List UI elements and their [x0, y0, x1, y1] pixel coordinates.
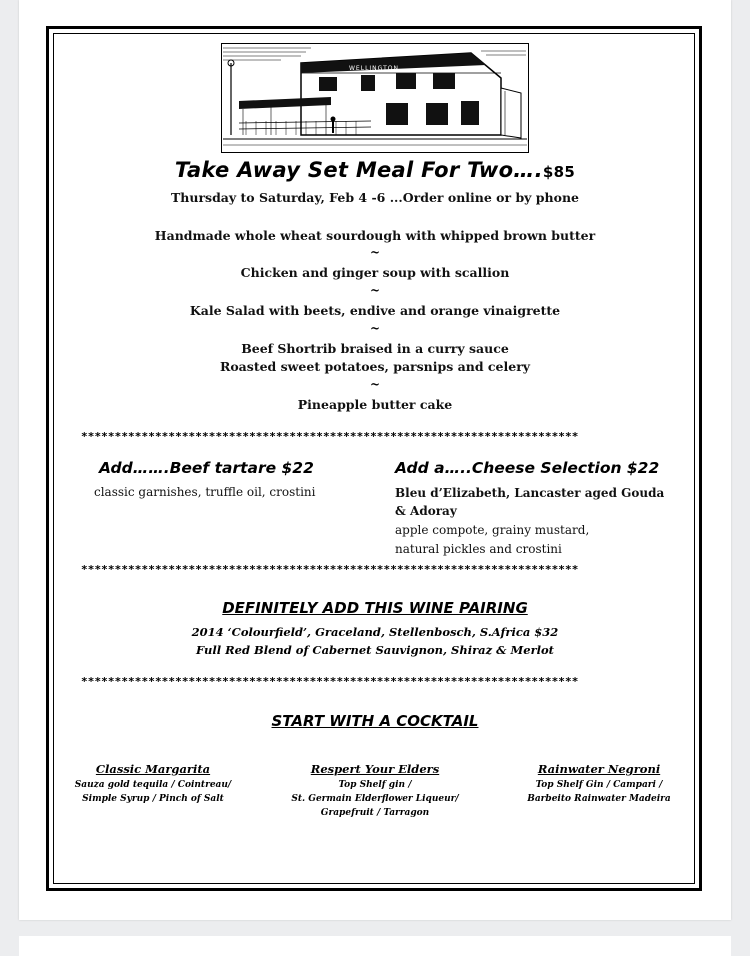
menu-separator: ~ [369, 245, 381, 259]
cocktail-name: Rainwater Negroni [537, 762, 661, 776]
restaurant-building-illustration [221, 43, 529, 153]
menu-item: Beef Shortrib braised in a curry sauce [241, 341, 509, 356]
addon-cheese-heading: Add a…..Cheese Selection $22 [395, 459, 660, 477]
cocktail-ingredients: Top Shelf Gin / Campari / [535, 780, 663, 790]
cocktail-ingredients: Sauza gold tequila / Cointreau/ [74, 780, 232, 790]
cocktail-respect-your-elders [275, 762, 475, 820]
cocktail-heading: START WITH A COCKTAIL [271, 712, 479, 730]
star-divider: ************************************************************************** [81, 430, 579, 443]
title-text: Take Away Set Meal For Two…. [174, 158, 543, 182]
building-sign: WELLINGTON [349, 65, 399, 72]
star-divider: ************************************************************************** [81, 563, 579, 576]
menu-separator: ~ [369, 283, 381, 297]
addon-cheese-desc-1: apple compote, grainy mustard, [395, 523, 590, 537]
menu-page [19, 0, 731, 920]
menu-item: Pineapple butter cake [297, 397, 453, 412]
menu-separator: ~ [369, 321, 381, 335]
menu-separator: ~ [369, 377, 381, 391]
menu-item: Kale Salad with beets, endive and orange vinaigrette [189, 303, 561, 318]
page-title [19, 158, 731, 182]
star-divider: ************************************************************************** [81, 675, 579, 688]
wine-line-2: Full Red Blend of Cabernet Sauvignon, Shiraz & Merlot [196, 643, 554, 657]
menu-item: Handmade whole wheat sourdough with whipped brown butter [154, 228, 596, 243]
addon-cheese-desc-2: natural pickles and crostini [395, 542, 562, 556]
cocktail-rainwater-negroni [509, 762, 689, 806]
subtitle: Thursday to Saturday, Feb 4 -6 ...Order online or by phone [170, 190, 580, 205]
wine-heading: DEFINITELY ADD THIS WINE PAIRING [222, 599, 528, 617]
addon-beef-desc: classic garnishes, truffle oil, crostini [94, 485, 316, 499]
cocktail-ingredients: St. Germain Elderflower Liqueur/ [291, 794, 459, 804]
title-price: $85 [542, 163, 576, 181]
cocktail-classic-margarita [63, 762, 243, 806]
next-page-edge [19, 936, 731, 956]
menu-item: Roasted sweet potatoes, parsnips and celery [219, 359, 531, 374]
addon-beef-heading: Add…….Beef tartare $22 [99, 459, 314, 477]
menu-item: Chicken and ginger soup with scallion [240, 265, 510, 280]
wine-line-1: 2014 ‘Colourfield’, Graceland, Stellenbosch, S.Africa $32 [191, 625, 559, 639]
cocktail-ingredients: Top Shelf gin / [338, 780, 412, 790]
addon-cheese-list-1: Bleu d’Elizabeth, Lancaster aged Gouda [395, 486, 665, 500]
cocktail-name: Respert Your Elders [310, 762, 440, 776]
addon-cheese-list-2: & Adoray [395, 504, 457, 518]
cocktail-ingredients: Barbeito Rainwater Madeira [527, 794, 671, 804]
cocktail-ingredients: Grapefruit / Tarragon [320, 808, 430, 818]
cocktail-name: Classic Margarita [95, 762, 211, 776]
cocktail-ingredients: Simple Syrup / Pinch of Salt [82, 794, 224, 804]
